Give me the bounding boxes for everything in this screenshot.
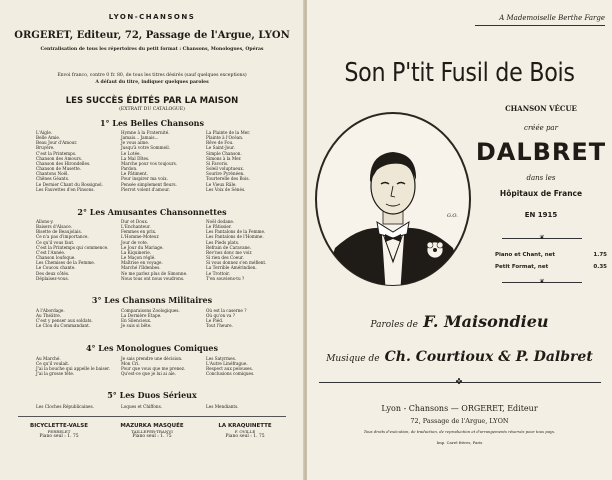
bottom-item-price: Piano seul : 1. 75 bbox=[39, 434, 79, 439]
song-subtitle: CHANSON VÉCUE bbox=[505, 104, 577, 113]
bottom-item-price: Piano seul : 1. 75 bbox=[225, 434, 265, 439]
footer-rights: Tous droits d'exécution, de traduction, de reproduction et d'arrangements réservés pour tous pays. bbox=[363, 429, 556, 434]
bottom-item-price: Piano seul : 1. 75 bbox=[132, 434, 172, 439]
price-row bbox=[495, 264, 607, 270]
list-column: Loques et Chiffons. bbox=[121, 404, 163, 409]
bottom-item bbox=[14, 423, 104, 439]
catalog-extract-note: (EXTRAIT DU CATALOGUE) bbox=[119, 107, 185, 112]
created-by: créée par bbox=[524, 124, 558, 132]
category-list bbox=[36, 404, 281, 409]
bottom-item-name: BICYCLETTE-VALSE bbox=[30, 423, 88, 429]
cover-page bbox=[307, 0, 612, 480]
shipping-note: Envoi franco, contre 0 fr. 80, de tous les titres désirés (sauf quelques exceptions) bbox=[57, 73, 247, 78]
list-column: La Plainte de la Mer. Plainte à l'Océan. Rêve de Fou. Le Saint-Jour. Simple Chanson. Simons à la Mer. Si Favoris. Soleil voluptueux. Sourire Pyrénéen. Tourterelle des Bois. Le Vieux Râle. Les Voix de Sénés. bbox=[206, 130, 251, 192]
price-value: 0.35 bbox=[593, 264, 607, 270]
portrait-signature: G.O. bbox=[447, 213, 458, 219]
ornament-icon: ❦ bbox=[539, 278, 545, 285]
list-column: Les Mendiants. bbox=[206, 404, 239, 409]
category-title: 4° Les Monologues Comiques bbox=[85, 343, 219, 353]
portrait-oval bbox=[313, 110, 473, 288]
in-the: dans les bbox=[526, 174, 556, 182]
category-list bbox=[36, 219, 281, 281]
list-column: Dur et Doux. L'Enchanteur. Femmes en prix. L'Homme-Moteur. Jour de vote. Le Jour du Mariage. La Kiquinerie. Le Maçon réglé. Maîtrise en voyage. Marché l'Ildenbes. Ne me parlez plus de Simonne. Nous tous ont nous voudrons. bbox=[121, 219, 188, 281]
bottom-item-author: PERRELET bbox=[47, 429, 71, 434]
price-label: Petit Format, net bbox=[495, 264, 549, 270]
central-note: Centralisation de tous les répertoires du petit format : Chansons, Monologues, Opéras bbox=[40, 47, 264, 52]
list-column: Allons-y. Baisers d'Alsace. Bisette de Beaujolais. Ce n'a pas d'importance. Ce qu'il vous faut. C'est la Printemps qui commence. C'est l'Année. Chanson loufoque. Les Chemises de la Femme. Le Coucou chante. Des deux côtés. Déplaisez-vous. bbox=[36, 219, 109, 281]
bottom-item-author: F. OVILLE bbox=[234, 429, 256, 434]
category-list bbox=[36, 130, 281, 192]
price-row bbox=[495, 252, 607, 258]
list-column: Noël dodane. Le Pâtissier. Les Pantalons de la Femme. Les Pantalons de l'Homme. Les Pieds plats. Refrain de Caravane. Rev'nez donc me voir. Si rien des Coeur. Si vous donnez s'en méfient. La Terrible Amérindien. Le Trottoir. T'en souviens-tu ? bbox=[206, 219, 267, 281]
category-title: 1° Les Belles Chansons bbox=[99, 118, 204, 128]
catalog-page bbox=[0, 0, 304, 480]
list-column: A l'Abordage. Au Théâtre. C'est y penser aux soldats. Le Clou du Commandant. bbox=[36, 308, 93, 329]
list-column: Hymne à la Fraternité. Jamais... Jamais... Je vous aime. Jusqu'à votre Sommeil. Le Lotée. La Mal Dîtes. Marche pour vos toujours. Pardon. Le Pâtiment. Pour inspirer ma voix. Pensée simplement fleurs. Pierrot volent d'amour. bbox=[121, 130, 178, 192]
list-column: L'Aigle. Belle Amie. Beau Jour d'Amour. Bruyère. C'est la Printemps. Chanson des Amours. Chanson des Hirondelles. Chanson de Musette. Chantons Noël. Chênes Géants. Le Dernier Chant du Rossignol. Les Fauvettes d'en Pinsons. bbox=[36, 130, 103, 192]
bottom-item bbox=[200, 423, 290, 439]
bottom-item-author: TAILLEFER-TRANVI bbox=[131, 429, 173, 434]
price-value: 1.75 bbox=[593, 252, 607, 258]
list-column: Au Marché. Ce qu'il voulait. J'ai la bouche qui appelle le baiser. J'ai la grosse tête. bbox=[36, 356, 110, 377]
year: EN 1915 bbox=[524, 211, 558, 219]
list-column: Comparaisons Zoologiques. La Dernière Étape. En Silencieux. Je suis si bête. bbox=[121, 308, 180, 329]
music-credit bbox=[307, 346, 612, 365]
venue: Hôpitaux de France bbox=[499, 189, 583, 198]
composers: Ch. Courtioux & P. Dalbret bbox=[384, 349, 593, 365]
bottom-item-name: LA KRAQUINETTE bbox=[218, 423, 272, 429]
price-label: Piano et Chant, net bbox=[495, 252, 555, 258]
category-title: 5° Les Duos Sérieux bbox=[107, 390, 197, 400]
lyricist: F. Maisondieu bbox=[423, 312, 549, 331]
shipping-note-2: A défaut du titre, indiquer quelques paroles bbox=[95, 80, 209, 85]
publisher-line: ORGERET, Editeur, 72, Passage de l'Argue, LYON bbox=[14, 30, 290, 41]
ornament-icon: ❦ bbox=[539, 234, 545, 241]
performer-name: DALBRET bbox=[475, 138, 607, 166]
dedication-underline bbox=[475, 25, 605, 26]
flower-icon bbox=[427, 242, 443, 258]
footer-printer: Imp. Carré frères, Paris bbox=[436, 440, 483, 445]
category-list bbox=[36, 356, 281, 377]
music-label: Musique de bbox=[326, 354, 380, 364]
success-title: LES SUCCÈS ÉDITÉS PAR LA MAISON bbox=[65, 96, 239, 106]
bottom-item bbox=[107, 423, 197, 439]
category-title: 3° Les Chansons Militaires bbox=[91, 295, 213, 305]
dedication: A Mademoiselle Berthe Farge bbox=[499, 14, 605, 22]
category-list bbox=[36, 308, 281, 329]
list-column: Je sais prendre une décision. Mon Cri. Pour que vous que me prenez. Qu'est-ce que je lui ai aïe. bbox=[121, 356, 186, 377]
category-title: 2° Les Amusantes Chansonnettes bbox=[77, 207, 227, 217]
list-column: Les Satyrmes. L'Autre Linéfrague. Respect aux pelouses. Conclusions comiques. bbox=[206, 356, 255, 377]
divider bbox=[18, 416, 286, 417]
lyrics-credit bbox=[307, 312, 612, 331]
catalog-header: LYON-CHANSONS bbox=[108, 13, 196, 21]
footer-publisher: Lyon - Chansons — ORGERET, Editeur bbox=[381, 404, 538, 413]
bottom-item-name: MAZURKA MASQUÉE bbox=[120, 423, 184, 429]
list-column: Où est la caserne ? Où qu'on va ? Le Piéd. Tout l'heure. bbox=[206, 308, 247, 329]
lyrics-label: Paroles de bbox=[370, 320, 418, 330]
footer-address: 72, Passage de l'Argue, LYON bbox=[410, 417, 509, 425]
ornament-icon: ✤ bbox=[455, 377, 463, 386]
list-column: Les Cloches Républicaines. bbox=[36, 404, 95, 409]
song-title: Son P'tit Fusil de Bois bbox=[344, 58, 575, 88]
